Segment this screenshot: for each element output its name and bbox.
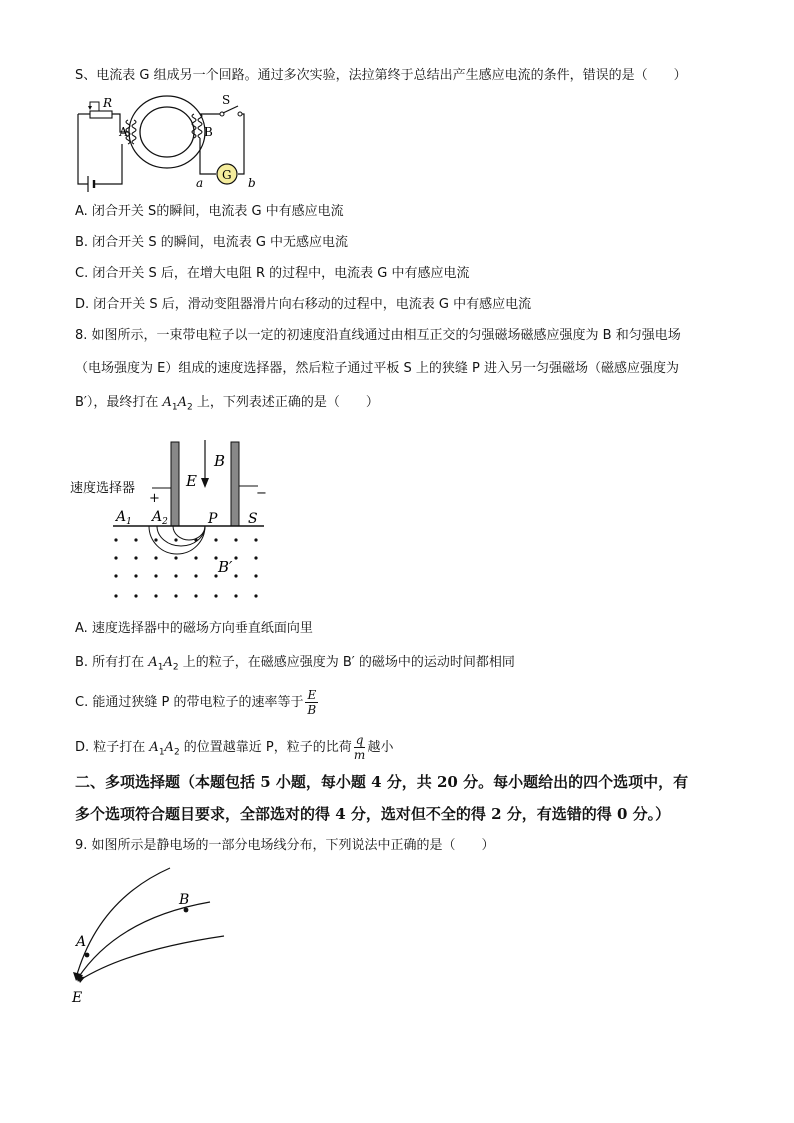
label-B: B <box>179 892 190 908</box>
label-B: B <box>204 125 213 139</box>
label-A: A <box>119 125 128 139</box>
switch-S <box>223 106 238 113</box>
q8-option-d: D. 粒子打在 $A_1A_2$ 的位置越靠近 P，粒子的比荷 $\frac{q}{m}$ 越小 <box>75 733 394 762</box>
q8-option-c: C. 能通过狭缝 P 的带电粒子的速率等于 $\frac{E}{B}$ <box>75 688 317 717</box>
section2-heading-line2: 多个选项符合题目要求，全部选对的得 4 分，选对但不全的得 2 分，有选错的得 0 分。） <box>75 805 671 823</box>
label-G: G <box>222 168 232 182</box>
q7-stem: S、电流表 G 组成另一个回路。通过多次实验，法拉第终于总结出产生感应电流的条件，错误的是（ ） <box>75 68 687 83</box>
label-b: b <box>248 176 256 190</box>
label-S: S <box>222 93 231 107</box>
point-B <box>184 908 189 913</box>
fraction-q-over-m: $\frac{q}{m}$ <box>353 733 366 762</box>
label-E: E <box>72 990 83 1006</box>
label-a: a <box>196 176 204 190</box>
fraction-E-over-B: $\frac{E}{B}$ <box>307 688 317 717</box>
q8-option-a: A. 速度选择器中的磁场方向垂直纸面向里 <box>75 621 313 636</box>
label-B: B <box>214 452 226 470</box>
electric-field-lines <box>76 868 224 980</box>
rheostat-R <box>90 111 112 118</box>
q9-field-lines-figure <box>68 860 238 1010</box>
q9-stem: 9. 如图所示是静电场的一部分电场线分布，下列说法中正确的是（ ） <box>75 838 495 853</box>
label-R: R <box>103 96 113 110</box>
q7-option-d: D. 闭合开关 S 后，滑动变阻器滑片向右移动的过程中，电流表 G 中有感应电流 <box>75 297 532 312</box>
q7-option-b: B. 闭合开关 S 的瞬间，电流表 G 中无感应电流 <box>75 235 349 250</box>
q8-stem-line2: （电场强度为 E）组成的速度选择器，然后粒子通过平板 S 上的狭缝 P 进入另一匀强磁场（磁感应强度为 <box>75 361 679 376</box>
label-minus: − <box>256 486 267 501</box>
point-A <box>85 953 90 958</box>
plate-right <box>231 442 239 526</box>
q7-option-c: C. 闭合开关 S 后，在增大电阻 R 的过程中，电流表 G 中有感应电流 <box>75 266 470 281</box>
label-A: A <box>76 934 87 950</box>
label-velocity-selector: 速度选择器 <box>70 481 136 496</box>
label-S: S <box>248 511 258 527</box>
q8-stem-line1: 8. 如图所示，一束带电粒子以一定的初速度沿直线通过由相互正交的匀强磁场磁感应强度为 B 和匀强电场 <box>75 328 681 343</box>
q8-velocity-selector-figure <box>68 434 278 609</box>
label-A2: $A_2$ <box>152 509 168 527</box>
label-P: P <box>208 511 218 527</box>
q7-option-a: A. 闭合开关 S的瞬间，电流表 G 中有感应电流 <box>75 204 344 219</box>
q7-circuit-figure <box>72 92 272 192</box>
plate-left <box>171 442 179 526</box>
q8-stem-line3: B′），最终打在 $A_1A_2$ 上，下列表述正确的是（ ） <box>75 395 379 413</box>
label-A1: $A_1$ <box>116 509 132 527</box>
label-plus: + <box>149 491 160 506</box>
label-E: E <box>186 472 197 490</box>
q8-option-b: B. 所有打在 $A_1A_2$ 上的粒子，在磁感应强度为 B′ 的磁场中的运动时间都相同 <box>75 655 515 673</box>
label-B-prime: B′ <box>218 558 233 576</box>
magnetic-field-dots <box>114 538 257 597</box>
section2-heading-line1: 二、多项选择题（本题包括 5 小题，每小题 4 分，共 20 分。每小题给出的四个选项中，有 <box>75 773 689 791</box>
